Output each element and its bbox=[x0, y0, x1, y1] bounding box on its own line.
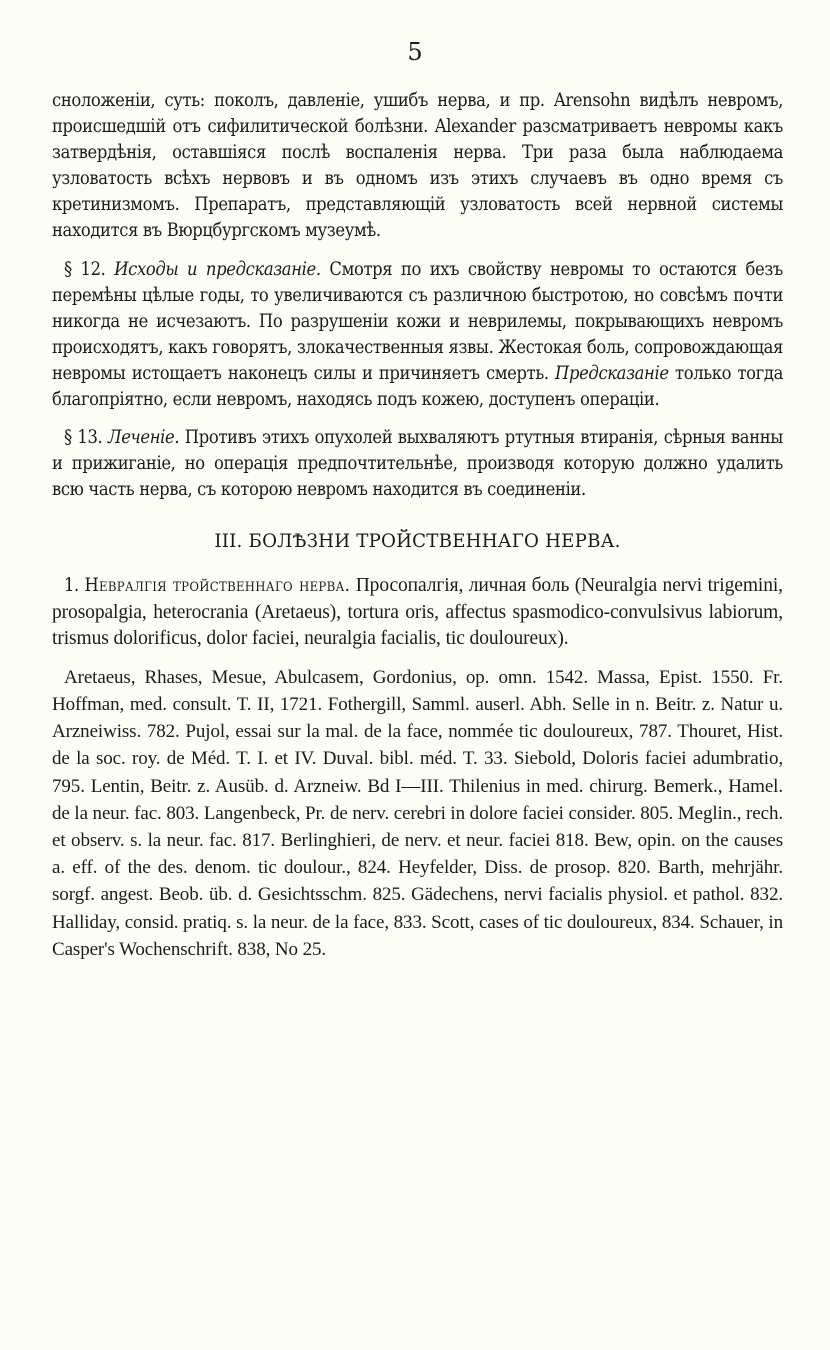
chapter-heading: III. БОЛѢЗНИ ТРОЙСТВЕННАГО НЕРВА. bbox=[214, 531, 621, 553]
page-number: 5 bbox=[407, 38, 423, 66]
section-13-number: § 13. bbox=[64, 427, 103, 449]
section-12-title: Исходы и предсказаніе. bbox=[114, 258, 321, 280]
entry-1-title: Невралгія тройственнаго нерва. bbox=[84, 575, 351, 597]
entry-1 bbox=[52, 573, 783, 651]
section-13-title: Леченіе. bbox=[107, 427, 180, 449]
section-12-text-b: только тогда благопріятно, если невромъ, находясь подъ кожею, доступенъ операціи. bbox=[52, 362, 783, 411]
page-body bbox=[52, 88, 783, 963]
paragraph-neuroma-causes: сноложеніи, суть: поколъ, давленіе, ушибъ нерва, и пр. Arensohn видѣлъ невромъ, происшедшій отъ сифилитической болѣзни. Alexander разсматриваетъ невромы какъ затвердѣнія, оставшіяся послѣ воспаленія нерва. Три раза была наблюдаема узловатость всѣхъ нервовъ и въ одномъ изъ этихъ случаевъ въ одно время съ кретинизмомъ. Препаратъ, представляющій узловатость всей нервной системы находится въ Вюрцбургскомъ музеумѣ. bbox=[52, 90, 783, 242]
bibliography: Aretaeus, Rhases, Mesue, Abulcasem, Gordonius, op. omn. 1542. Massa, Epist. 1550. Fr. Hoffman, med. consult. T. II, 1721. Fothergill, Samml. auserl. Abh. Selle in n. Beitr. z. Natur u. Arzneiwiss. 782. Pujol, essai sur la mal. de la face, nommée tic douloureux, 787. Thouret, Hist. de la soc. roy. de Méd. T. I. et IV. Duval. bibl. méd. T. 33. Siebold, Doloris faciei adumbratio, 795. Lentin, Beitr. z. Ausüb. d. Arzneiw. Bd I—III. Thilenius in med. chirurg. Bemerk., Hamel. de la neur. fac. 803. Langenbeck, Pr. de nerv. cerebri in dolore faciei consider. 805. Meglin., rech. et observ. s. la neur. fac. 817. Berlinghieri, de nerv. et neur. faciei 818. Bew, opin. on the causes a. eff. of the des. denom. tic doulour., 824. Heyfelder, Diss. de prosop. 820. Barth, mehrjähr. sorgf. angest. Beob. üb. d. Gesichtsschm. 825. Gädechens, nervi facialis physiol. et pathol. 832. Halliday, consid. pratiq. s. la neur. de la face, 833. Scott, cases of tic douloureux, 834. Schauer, in Casper's Wochenschrift. 838, No 25. bbox=[52, 666, 783, 960]
section-12-italic-word: Предсказаніе bbox=[555, 362, 669, 384]
entry-1-text: Просопалгія, личная боль (Neuralgia nervi trigemini, prosopalgia, heterocrania (Aretaeus), tortura oris, affectus spasmodico-convulsivus labiorum, trismus dolorificus, dolor faciei, neuralgia facialis, tic douloureux). bbox=[52, 575, 783, 649]
section-12-text-a: Смотря по ихъ свойству невромы то остаются безъ перемѣны цѣлые годы, то увеличиваются съ различною быстротою, но совсѣмъ почти никогда не исчезаютъ. По разрушеніи кожи и неврилемы, покрывающихъ невромъ происходятъ, какъ говорятъ, злокачественныя язвы. Жестокая боль, сопровождающая невромы истощаетъ наконецъ силы и причиняетъ смерть. bbox=[52, 258, 783, 384]
entry-1-number: 1. bbox=[64, 575, 79, 597]
section-13-text: Противъ этихъ опухолей выхваляютъ ртутныя втиранія, сѣрныя ванны и прижиганіе, но операція предпочтительнѣе, производя которую должно удалить всю часть нерва, съ которою невромъ находится въ соединеніи. bbox=[52, 427, 783, 501]
section-13 bbox=[52, 425, 783, 503]
section-12-number: § 12. bbox=[64, 258, 106, 280]
section-12 bbox=[52, 257, 783, 414]
